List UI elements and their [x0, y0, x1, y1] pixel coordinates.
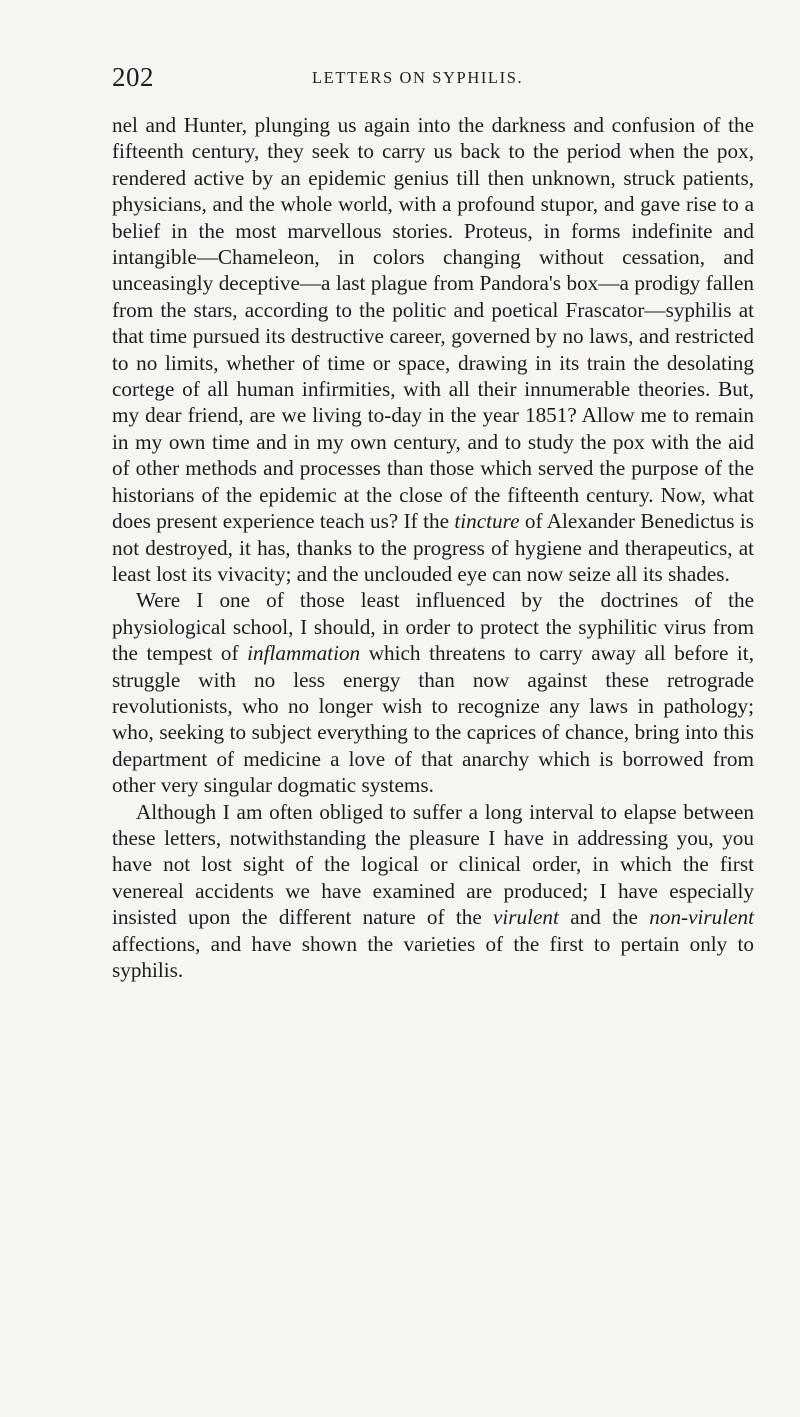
paragraph-3 [112, 799, 754, 984]
paragraph-2-text-a: Were I one of those least influenced by the doctrines of the physiological school, I should, in order to protect the syphilitic virus from the tempest of [112, 588, 754, 666]
running-head [112, 62, 742, 96]
paragraph-3-text-b: and the [558, 905, 650, 930]
running-title: LETTERS ON SYPHILIS. [312, 68, 524, 87]
paragraph-3-text-c: affections, and have shown the varieties of the first to pertain only to syphilis. [112, 931, 754, 982]
paragraph-1-text-a: nel and Hunter, plunging us again into the darkness and confusion of the fifteenth century, they seek to carry us back to the period when the pox, rendered active by an epidemic genius till then unknown, struck patients, physicians, and the whole world, with a profound stupor, and gave rise to a belief in the most marvellous stories. Proteus, in forms indefinite and intangible—Chameleon, in colors changing without cessation, and unceasingly deceptive—a last plague from Pandora's box—a prodigy fallen from the stars, according to the politic and poetical Frascator—syphilis at that time pursued its destructive career, governed by no laws, and restricted to no limits, whether of time or space, drawing in its train the desolating cortege of all human infirmities, with all their innumerable theories. But, my dear friend, are we living to-day in the year 1851? Allow me to remain in my own time and in my own century, and to study the pox with the aid of other methods and processes than those which served the purpose of the historians of the epidemic at the close of the fifteenth century. Now, what does present experience teach us? If the [112, 113, 754, 534]
paragraph-1 [112, 112, 754, 587]
page-number: 202 [112, 62, 154, 92]
italic-term-non-virulent: non-virulent [649, 905, 754, 930]
italic-term-tincture: tincture [454, 509, 520, 534]
paragraph-3-text-a: Although I am often obliged to suffer a long interval to elapse between these letters, notwithstanding the pleasure I have in addressing you, you have not lost sight of the logical or clinical order, in which the first venereal accidents we have examined are produced; I have especially insisted upon the different nature of the [112, 799, 754, 930]
paragraph-1-text-b: of Alexander Benedictus is not destroyed, it has, thanks to the progress of hygiene and therapeutics, at least lost its vivacity; and the unclouded eye can now seize all its shades. [112, 509, 754, 586]
italic-term-inflammation: inflammation [247, 641, 361, 666]
paragraph-2-text-b: which threatens to carry away all before it, struggle with no less energy than now against these retrograde revolutionists, who no longer wish to recognize any laws in pathology; who, seeking to subject everything to the caprices of chance, bring into this department of medicine a love of that anarchy which is borrowed from other very singular dogmatic systems. [112, 641, 754, 798]
paragraph-2 [112, 587, 754, 798]
italic-term-virulent: virulent [493, 905, 559, 930]
body-text [112, 112, 754, 983]
